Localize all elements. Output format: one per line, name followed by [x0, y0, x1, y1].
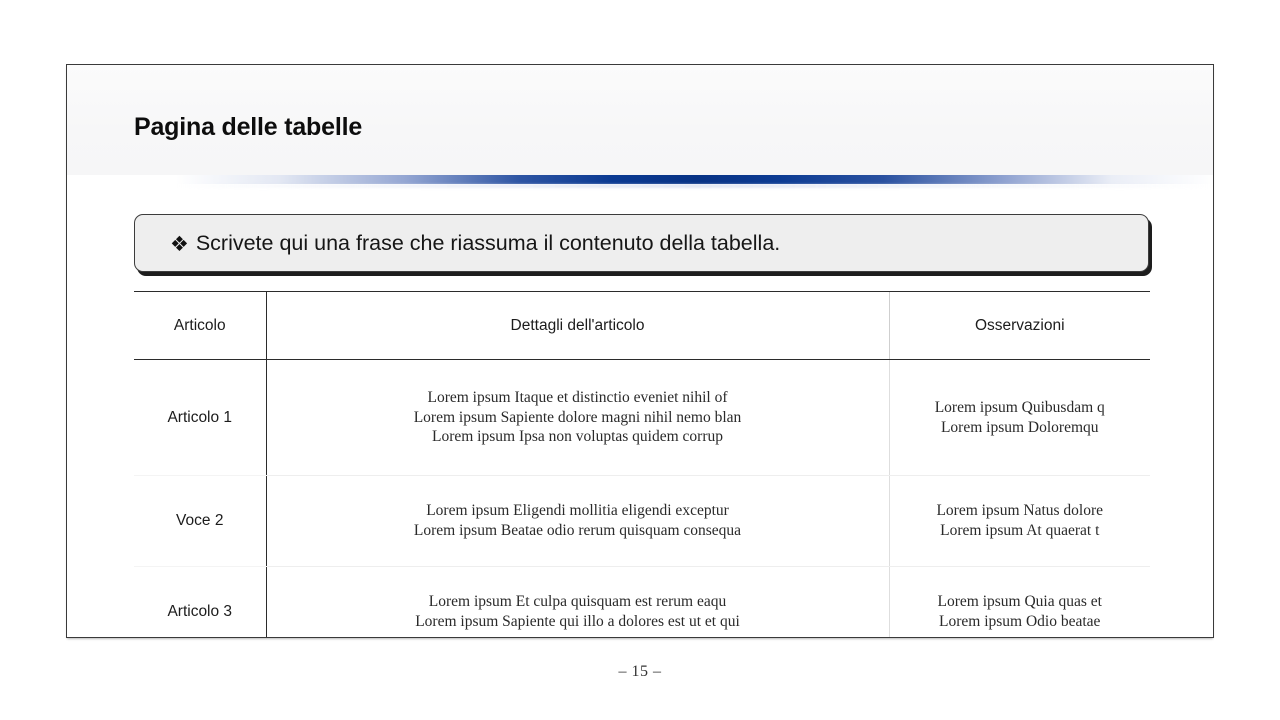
page-number: – 15 – — [618, 663, 662, 680]
cell-line: Lorem ipsum Doloremqu — [940, 418, 1099, 436]
cell-notes — [889, 567, 1150, 639]
table-container — [134, 291, 1150, 638]
accent-gradient-glow — [176, 184, 1214, 188]
cell-line: Lorem ipsum Sapiente dolore magni nihil nemo blan — [413, 408, 742, 426]
column-header-details: Dettagli dell'articolo — [266, 292, 889, 360]
cell-line: Lorem ipsum Ipsa non voluptas quidem corrup — [431, 428, 723, 446]
callout-content — [135, 231, 780, 256]
diamond-cluster-icon: ❖ — [170, 231, 189, 256]
cell-details — [266, 567, 889, 639]
page-title: Pagina delle tabelle — [134, 113, 363, 141]
cell-line: Lorem ipsum Sapiente qui illo a dolores est ut et qui — [415, 613, 740, 630]
slide-header-band — [67, 65, 1213, 175]
cell-line: Lorem ipsum Natus dolore — [936, 502, 1104, 520]
summary-callout[interactable] — [134, 214, 1149, 272]
table-row — [134, 476, 1150, 567]
cell-notes — [889, 476, 1150, 567]
cell-line: Lorem ipsum At quaerat t — [940, 522, 1100, 539]
cell-line: Lorem ipsum Quia quas et — [937, 593, 1102, 611]
cell-line: Lorem ipsum Beatae odio rerum quisquam consequa — [413, 522, 742, 539]
cell-notes — [889, 360, 1150, 476]
cell-line: Lorem ipsum Quibusdam q — [934, 398, 1105, 416]
cell-details — [266, 360, 889, 476]
cell-item: Articolo 1 — [134, 360, 266, 476]
callout-text: Scrivete qui una frase che riassuma il contenuto della tabella. — [195, 230, 781, 255]
slide-canvas — [66, 64, 1214, 638]
cell-line: Lorem ipsum Itaque et distinctio eveniet nihil of — [427, 389, 728, 407]
cell-details — [266, 476, 889, 567]
column-header-notes: Osservazioni — [889, 292, 1150, 360]
table-row — [134, 360, 1150, 476]
cell-line: Lorem ipsum Odio beatae — [939, 613, 1101, 630]
cell-item: Articolo 3 — [134, 567, 266, 639]
cell-item: Voce 2 — [134, 476, 266, 567]
column-header-item: Articolo — [134, 292, 266, 360]
cell-line: Lorem ipsum Eligendi mollitia eligendi exceptur — [426, 502, 729, 520]
table-body — [134, 360, 1150, 639]
table-header — [134, 292, 1150, 360]
data-table — [134, 291, 1150, 638]
cell-line: Lorem ipsum Et culpa quisquam est rerum eaqu — [428, 593, 727, 611]
table-header-row — [134, 292, 1150, 360]
table-row — [134, 567, 1150, 639]
accent-gradient-rule — [176, 175, 1214, 184]
